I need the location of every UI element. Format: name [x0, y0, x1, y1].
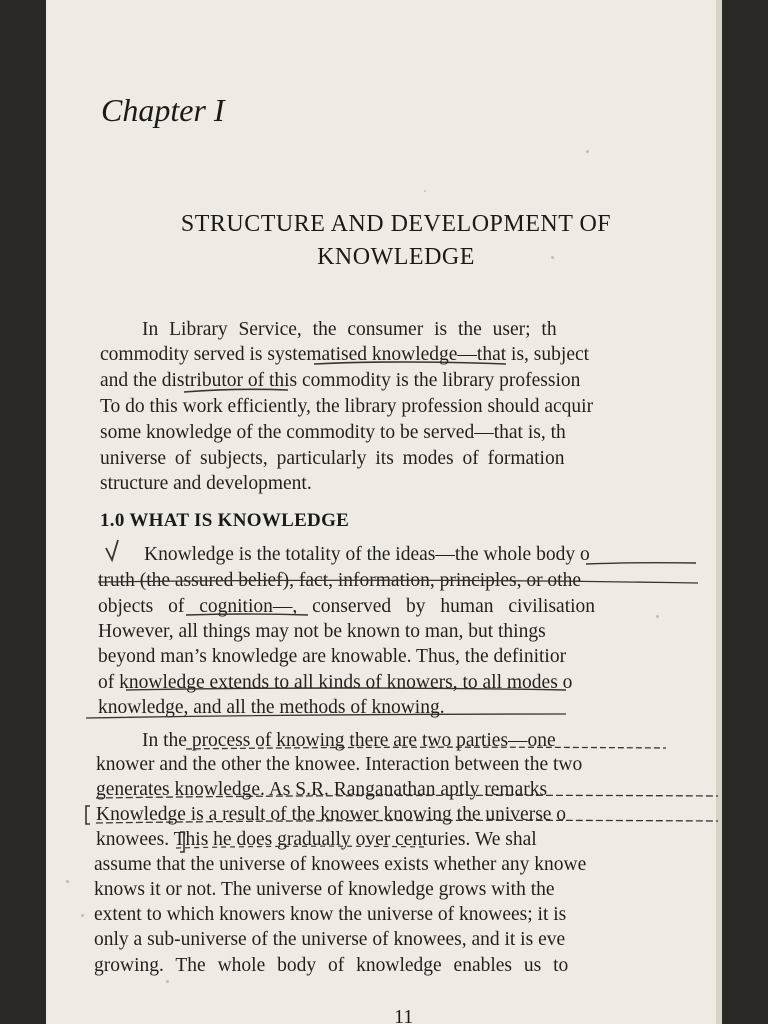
paragraph-3-line: Knowledge is a result of the knower knowing the universe o	[96, 804, 567, 825]
paragraph-3-line: knowees. This he does gradually over centuries. We shal	[96, 829, 537, 850]
paragraph-2-line: knowledge, and all the methods of knowing.	[98, 697, 445, 718]
paragraph-1-line: structure and development.	[100, 473, 312, 494]
paragraph-2-line: beyond man’s knowledge are knowable. Thus, the definitior	[98, 646, 567, 667]
paragraph-2-line: truth (the assured belief), fact, information, principles, or othe	[98, 570, 582, 591]
chapter-title-line: STRUCTURE AND DEVELOPMENT OF	[180, 211, 612, 237]
book-page	[46, 0, 722, 1024]
paragraph-1-line: In Library Service, the consumer is the user; th	[142, 319, 557, 340]
tick-mark	[106, 540, 118, 560]
strikethrough-mark	[98, 580, 698, 583]
paragraph-3-line: only a sub-universe of the universe of knowees, and it is eve	[94, 929, 566, 950]
paragraph-1-line: and the distributor of this commodity is the library profession	[100, 370, 581, 391]
paragraph-3-line: In the process of knowing there are two parties—one	[142, 730, 556, 751]
paragraph-3-line: knows it or not. The universe of knowledge grows with the	[94, 879, 555, 900]
section-heading: 1.0 WHAT IS KNOWLEDGE	[100, 510, 350, 531]
underline-mark	[96, 820, 718, 823]
paragraph-1-line: commodity served is systematised knowledge—that is, subject	[100, 344, 590, 365]
paragraph-3-line: assume that the universe of knowees exists whether any knowe	[94, 854, 587, 875]
bracket-mark	[180, 832, 184, 852]
chapter-label: Chapter I	[101, 92, 225, 128]
paragraph-1-line: some knowledge of the commodity to be served—that is, th	[100, 422, 566, 443]
underline-mark	[314, 362, 506, 364]
underline-mark	[186, 614, 308, 615]
underline-mark	[184, 389, 288, 392]
underline-mark	[126, 688, 566, 690]
paragraph-2-line: of knowledge extends to all kinds of knowers, to all modes o	[98, 672, 573, 693]
underline-mark	[586, 563, 696, 564]
underline-mark	[176, 846, 426, 848]
paragraph-1-line: To do this work efficiently, the library profession should acquir	[100, 396, 594, 417]
paragraph-3-line: generates knowledge. As S.R. Ranganathan aptly remarks	[96, 779, 548, 800]
paragraph-2-line: Knowledge is the totality of the ideas—the whole body o	[144, 544, 590, 565]
underline-mark	[96, 795, 718, 798]
paragraph-2-line: However, all things may not be known to man, but things	[98, 621, 546, 642]
paragraph-3-line: extent to which knowers know the universe of knowees; it is	[94, 904, 567, 925]
page-number: 11	[394, 1006, 414, 1024]
underline-mark	[86, 714, 566, 718]
paragraph-2-line: objects of cognition—, conserved by human civilisation	[98, 596, 596, 617]
bracket-mark	[86, 806, 90, 824]
paragraph-3-line: knower and the other the knowee. Interaction between the two	[96, 754, 583, 775]
pen-annotations	[46, 0, 722, 1024]
paragraph-1-line: universe of subjects, particularly its modes of formation	[100, 448, 565, 469]
paragraph-3-line: growing. The whole body of knowledge enables us to	[94, 955, 569, 976]
underline-mark	[186, 747, 666, 749]
chapter-title-line: KNOWLEDGE	[317, 244, 475, 270]
